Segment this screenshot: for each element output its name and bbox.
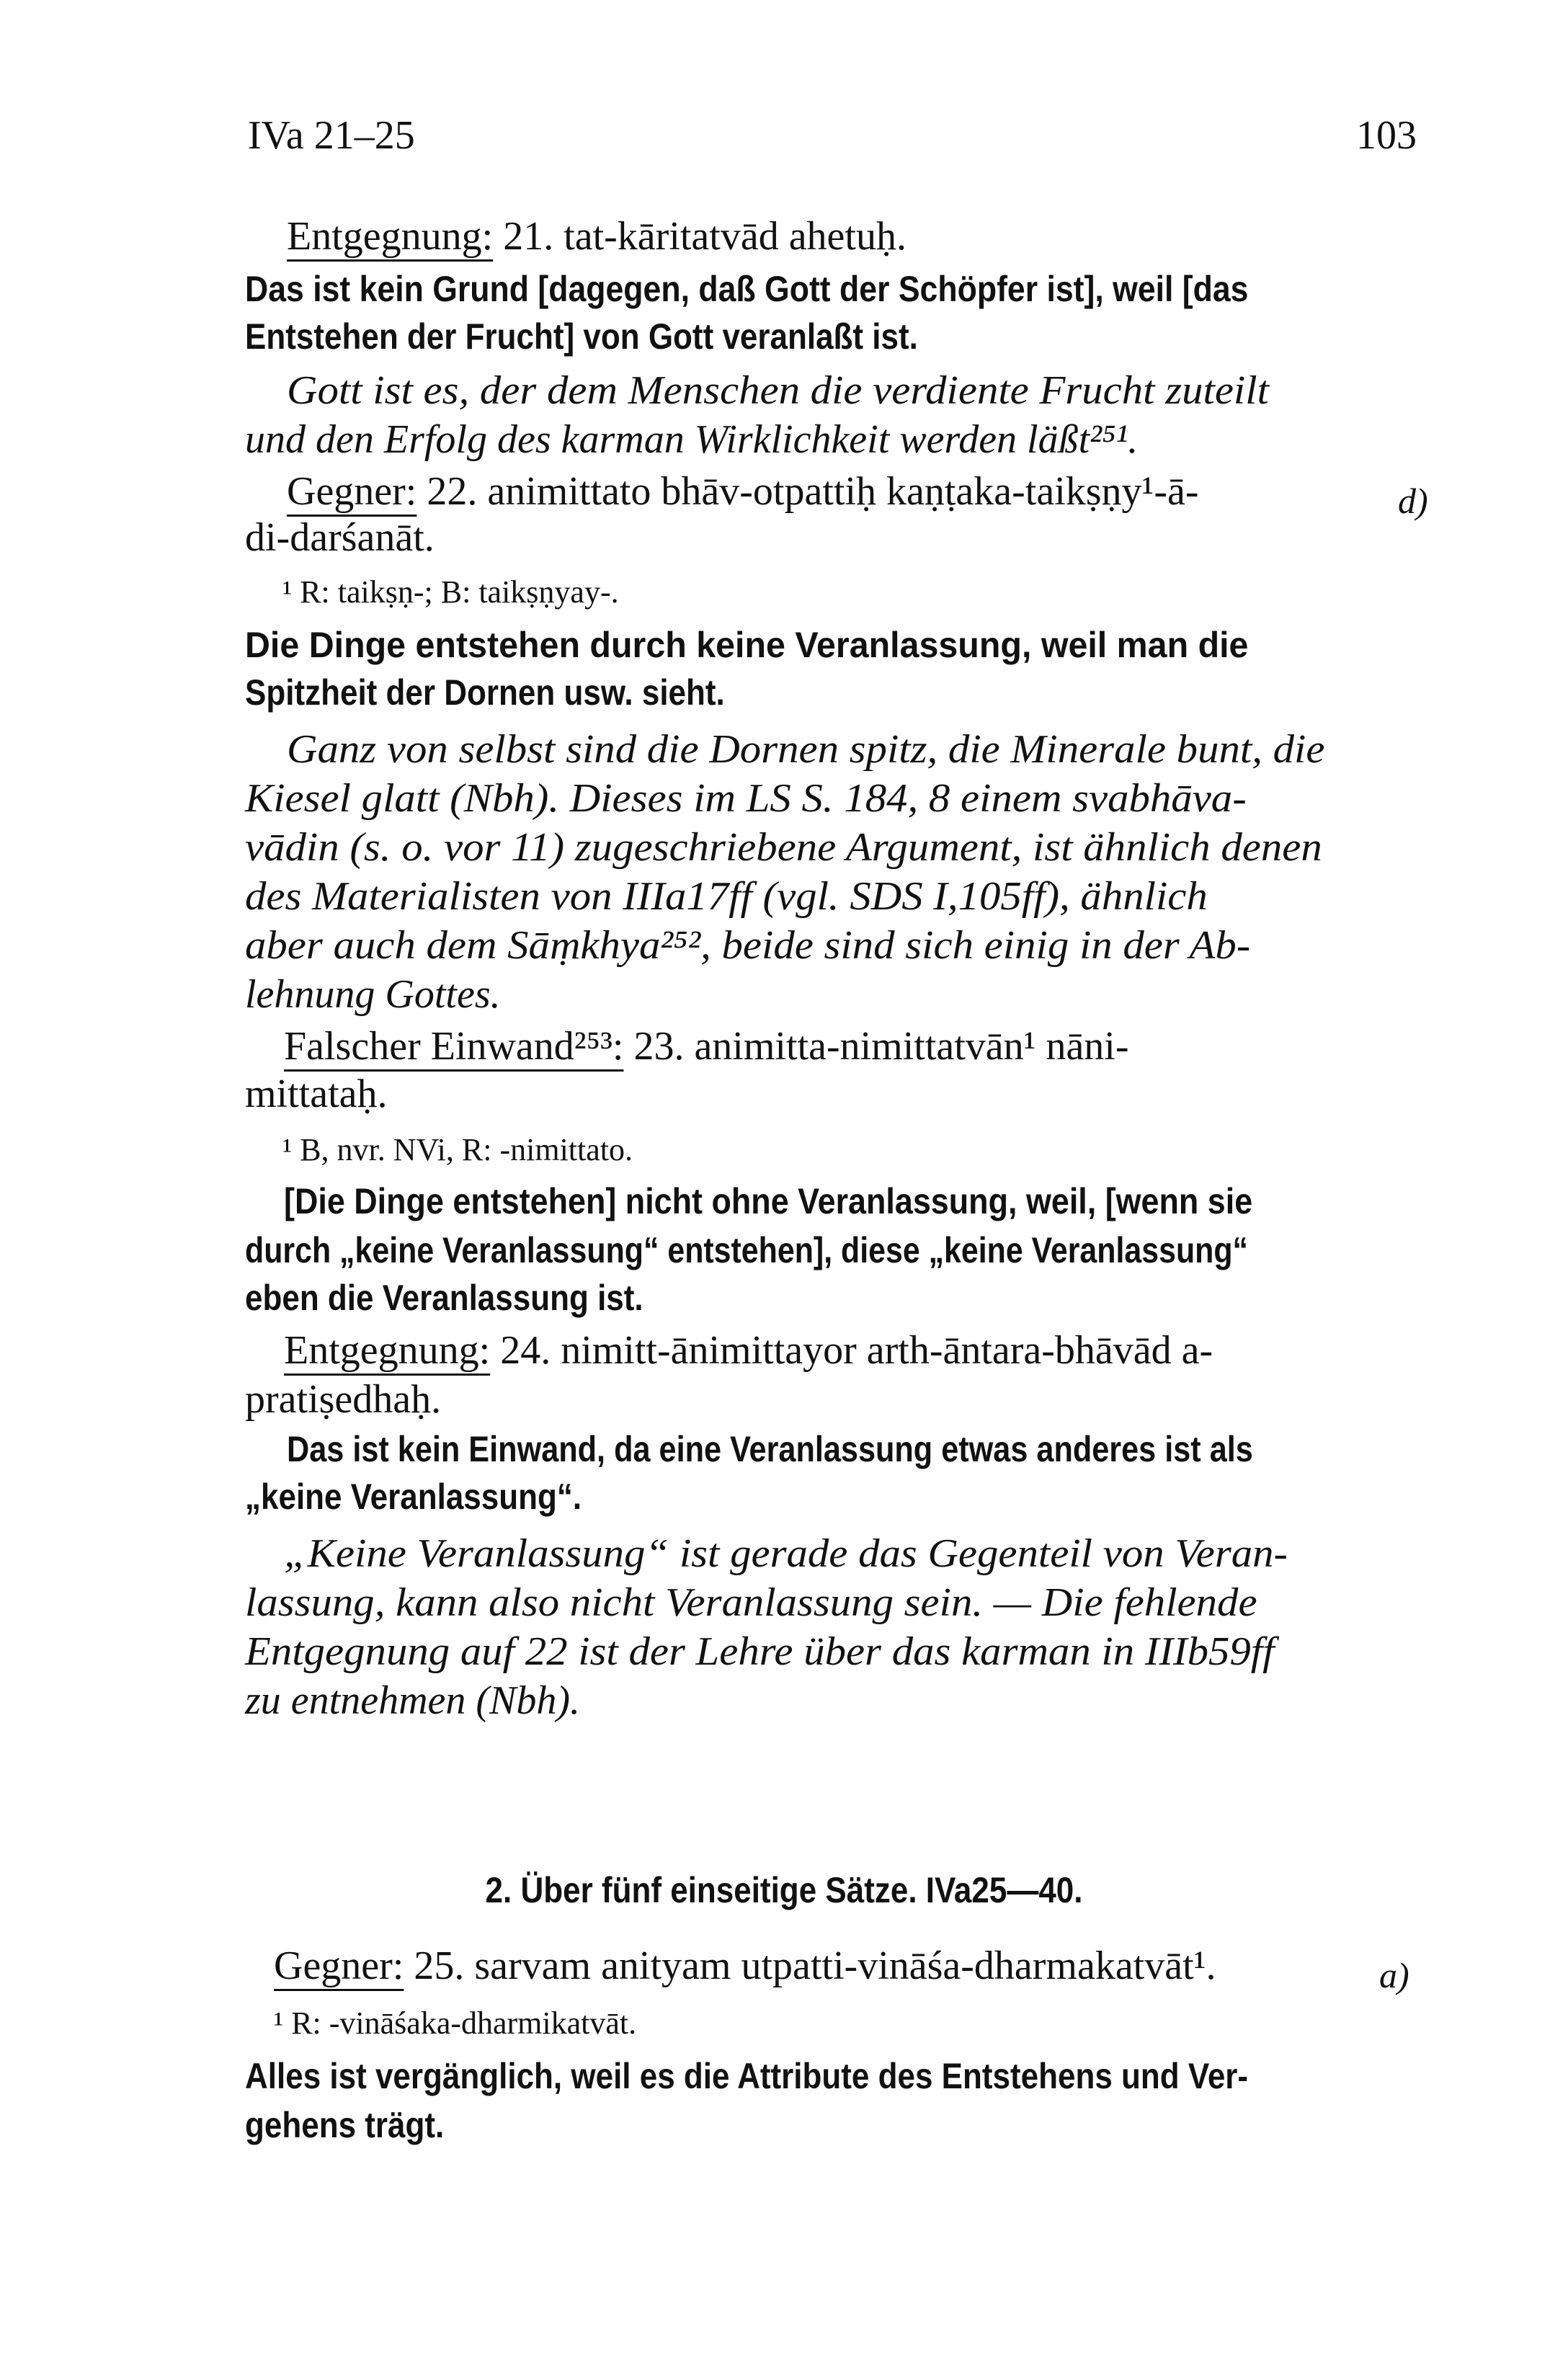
translation-line: „keine Veranlassung“. xyxy=(245,1477,582,1517)
page-number: 103 xyxy=(1356,113,1417,158)
sutra-text: 23. animitta-nimittatvān¹ nāni- xyxy=(623,1024,1129,1069)
sutra-23-continuation: mittataḥ. xyxy=(245,1072,388,1116)
commentary-line: Gott ist es, der dem Menschen die verdiente Frucht zuteilt xyxy=(287,368,1269,413)
commentary-line: Kiesel glatt (Nbh). Dieses im LS S. 184, 8 einem svabhāva- xyxy=(245,776,1247,821)
translation-line: durch „keine Veranlassung“ entstehen], diese „keine Veranlassung“ xyxy=(245,1230,1248,1270)
commentary-line: Ganz von selbst sind die Dornen spitz, die Minerale bunt, die xyxy=(287,727,1325,772)
speaker-label: Entgegnung: xyxy=(284,1328,491,1373)
commentary-line: und den Erfolg des karman Wirklichkeit werden läßt²⁵¹. xyxy=(245,417,1139,462)
sutra-24-continuation: pratiṣedhaḥ. xyxy=(245,1377,442,1422)
sutra-24-line xyxy=(284,1330,1424,1371)
translation-line: Alles ist vergänglich, weil es die Attribute des Entstehens und Ver- xyxy=(245,2056,1249,2096)
translation-line: Entstehen der Frucht] von Gott veranlaßt ist. xyxy=(245,316,918,357)
margin-note: d) xyxy=(1398,481,1428,521)
footnote: ¹ B, nvr. NVi, R: -nimittato. xyxy=(282,1132,633,1167)
translation-line: gehens trägt. xyxy=(245,2105,445,2145)
speaker-label: Entgegnung: xyxy=(287,214,494,259)
sutra-text: 21. tat-kāritatvād ahetuḥ. xyxy=(493,214,906,259)
commentary-line: lassung, kann also nicht Veranlassung sein. — Die fehlende xyxy=(245,1580,1257,1625)
speaker-label: Gegner: xyxy=(274,1943,404,1988)
commentary-line: „Keine Veranlassung“ ist gerade das Gegenteil von Veran- xyxy=(284,1531,1288,1576)
section-heading: 2. Über fünf einseitige Sätze. IVa25—40. xyxy=(485,1870,1083,1910)
commentary-line: Entgegnung auf 22 ist der Lehre über das karman in IIIb59ff xyxy=(245,1629,1275,1674)
margin-note: a) xyxy=(1379,1955,1409,1995)
sutra-text: 24. nimitt-ānimittayor arth-āntara-bhāvād a- xyxy=(490,1328,1213,1373)
translation-line: Das ist kein Grund [dagegen, daß Gott der Schöpfer ist], weil [das xyxy=(245,269,1249,309)
sutra-21-line xyxy=(287,216,1427,257)
sutra-text: 22. animittato bhāv-otpattiḥ kaṇṭaka-taikṣṇy¹-ā- xyxy=(416,469,1199,514)
sutra-22-line xyxy=(287,471,1427,512)
commentary-line: vādin (s. o. vor 11) zugeschriebene Argument, ist ähnlich denen xyxy=(245,825,1322,870)
speaker-label: Gegner: xyxy=(287,469,417,514)
translation-line: [Die Dinge entstehen] nicht ohne Veranlassung, weil, [wenn sie xyxy=(284,1181,1253,1221)
commentary-line: des Materialisten von IIIa17ff (vgl. SDS I,105ff), ähnlich xyxy=(245,874,1208,919)
translation-line: Das ist kein Einwand, da eine Veranlassung etwas anderes ist als xyxy=(287,1429,1253,1469)
footnote: ¹ R: -vināśaka-dharmikatvāt. xyxy=(274,2005,637,2041)
sutra-25-line xyxy=(274,1943,1414,1988)
commentary-line: aber auch dem Sāṃkhya²⁵², beide sind sich einig in der Ab- xyxy=(245,923,1251,968)
commentary-line: zu entnehmen (Nbh). xyxy=(245,1678,581,1723)
translation-line: Spitzheit der Dornen usw. sieht. xyxy=(245,672,725,713)
translation-line: eben die Veranlassung ist. xyxy=(245,1278,643,1318)
sutra-23-line xyxy=(284,1026,1424,1067)
translation-line: Die Dinge entstehen durch keine Veranlassung, weil man die xyxy=(245,625,1249,665)
sutra-22-continuation: di-darśanāt. xyxy=(245,515,435,560)
footnote: ¹ R: taikṣṇ-; B: taikṣṇyay-. xyxy=(282,574,619,610)
sutra-text: 25. sarvam anityam utpatti-vināśa-dharmakatvāt¹. xyxy=(404,1943,1216,1988)
speaker-label: Falscher Einwand²⁵³: xyxy=(284,1024,624,1069)
running-header: IVa 21–25 xyxy=(248,113,415,158)
commentary-line: lehnung Gottes. xyxy=(245,972,501,1017)
